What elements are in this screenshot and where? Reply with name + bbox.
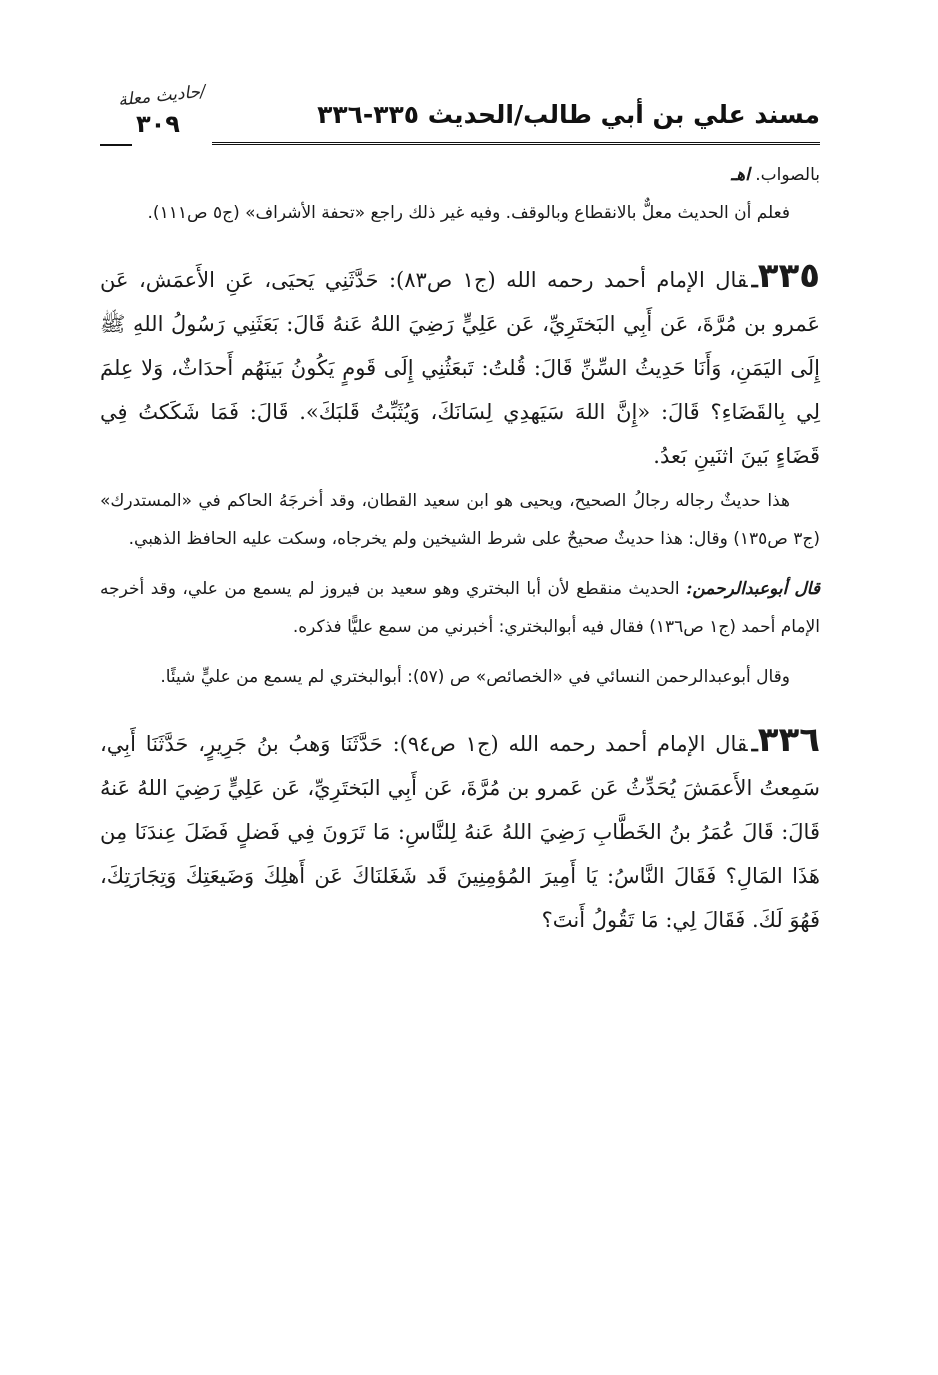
hadith-335-author-note <box>100 570 820 646</box>
hadith-text: قال الإمام أحمد رحمه الله (ج١ ص٨٣): حَدَّثَنِي يَحيَى، عَنِ الأَعمَش، عَن عَمرو بن مُرَّةَ، عَن أَبِي البَختَرِيِّ، عَن عَلِيٍّ رَضِيَ اللهُ عَنهُ قَالَ: بَعَثَنِي رَسُولُ اللهِ ﷺ إِلَى اليَمَنِ، وَأَنَا حَدِيثُ السِّنِّ قَالَ: قُلتُ: تَبعَثُنِي إِلَى قَومٍ يَكُونُ بَينَهُم أَحدَاثٌ، وَلا عِلمَ لِي بِالقَضَاءِ؟ قَالَ: «إِنَّ اللهَ سَيَهدِي لِسَانَكَ، وَيُثَبِّتُ قَلبَكَ». قَالَ: فَمَا شَكَكتُ فِي قَضَاءٍ بَينَ اثنَينِ بَعدُ. <box>100 268 820 468</box>
end-marker: اهـ <box>731 165 750 185</box>
hadith-text: قال الإمام أحمد رحمه الله (ج١ ص٩٤): حَدَّثَنَا وَهبُ بنُ جَرِيرٍ، حَدَّثَنَا أَبِي، سَمِعتُ الأَعمَشَ يُحَدِّثُ عَن عَمرو بن مُرَّةَ، عَن أَبِي البَختَرِيِّ، عَن عَلِيٍّ رَضِيَ اللهُ عَنهُ قَالَ: قَالَ عُمَرُ بنُ الخَطَّابِ رَضِيَ اللهُ عَنهُ لِلنَّاسِ: مَا تَرَونَ فِي فَضلٍ فَضَلَ عِندَنَا مِن هَذَا المَالِ؟ فَقَالَ النَّاسُ: يَا أَمِيرَ المُؤمِنِينَ قَد شَغَلنَاكَ عَن أَهلِكَ وَضَيعَتِكَ وَتِجَارَتِكَ، فَهُوَ لَكَ. فَقَالَ لِي: مَا تَقُولُ أَنتَ؟ <box>100 732 820 932</box>
hadith-number: ٣٣٦ <box>757 720 820 760</box>
page-header <box>100 80 820 152</box>
header-rule <box>212 142 820 145</box>
page-number-rule <box>100 144 132 146</box>
running-title: مسند علي بن أبي طالب/الحديث ٣٣٥-٣٣٦ <box>317 100 820 129</box>
hadith-336 <box>100 718 820 942</box>
page-number: ٣٠٩ <box>136 110 180 138</box>
hadith-number: ٣٣٥ <box>757 256 820 296</box>
number-dash: ـ <box>751 267 758 292</box>
author-label: قال أبوعبدالرحمن: <box>686 579 820 599</box>
hadith-335-nasai-note: وقال أبوعبدالرحمن النسائي في «الخصائص» ص (٥٧): أبوالبختري لم يسمع من عليٍّ شيئًا. <box>160 667 790 687</box>
intro-paragraph: فعلم أن الحديث معلٌّ بالانقطاع وبالوقف. وفيه غير ذلك راجع «تحفة الأشراف» (ج٥ ص١١١). <box>147 203 790 223</box>
closing-text: بالصواب. <box>755 165 820 185</box>
author-note-text: الحديث منقطع لأن أبا البختري وهو سعيد بن فيروز لم يسمع من علي، وقد أخرجه الإمام أحمد (ج١ ص١٣٦) فقال فيه أبوالبختري: أخبرني من سمع عليًّا فذكره. <box>100 579 820 637</box>
number-dash: ـ <box>751 731 758 756</box>
handwritten-margin-note: /حاديث معلة <box>117 81 207 111</box>
book-page <box>100 80 820 942</box>
previous-section-closing <box>100 156 820 194</box>
hadith-335 <box>100 254 820 478</box>
hadith-335-commentary: هذا حديثٌ رجاله رجالُ الصحيح، ويحيى هو ابن سعيد القطان، وقد أخرجَهُ الحاكم في «المستدرك» (ج٣ ص١٣٥) وقال: هذا حديثٌ صحيحٌ على شرط الشيخين ولم يخرجاه، وسكت عليه الحافظ الذهبي. <box>100 491 820 549</box>
